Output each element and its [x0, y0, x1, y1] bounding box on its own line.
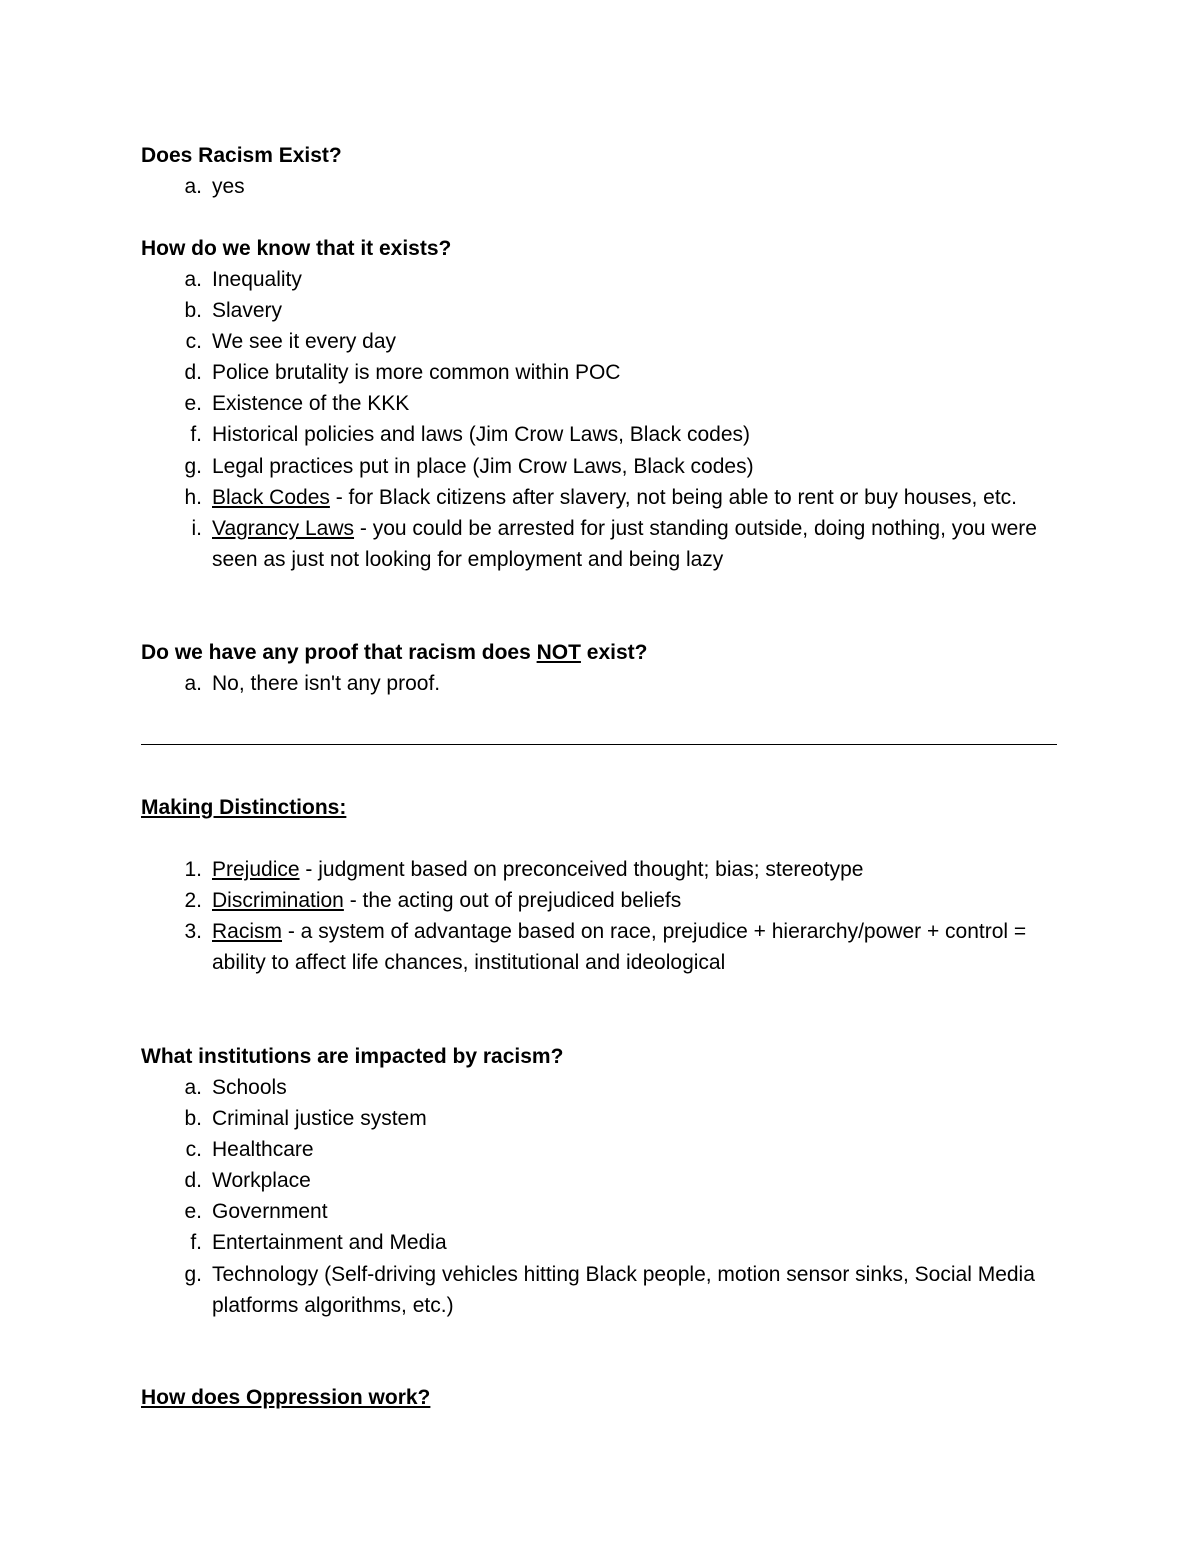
list-item-text: Legal practices put in place (Jim Crow Laws, Black codes)	[212, 454, 754, 478]
list-item	[141, 171, 1041, 202]
list-item	[141, 1196, 1041, 1227]
list-item-text: Healthcare	[212, 1138, 314, 1162]
list-marker: c.	[185, 330, 202, 354]
list-item-text: - the acting out of prejudiced beliefs	[343, 889, 682, 913]
list-marker: a.	[184, 672, 202, 695]
list-item-text: Workplace	[212, 1169, 311, 1193]
list-item-text: We see it every day	[212, 330, 397, 354]
list-item	[141, 885, 1041, 916]
list-item	[141, 326, 1041, 357]
list-marker: f.	[190, 423, 202, 447]
list-item-text: Police brutality is more common within POC	[212, 361, 621, 385]
list-item	[141, 388, 1041, 419]
list-item-text: Schools	[212, 1076, 287, 1099]
list-racism-exists	[141, 171, 1041, 202]
term-discrimination: Discrimination	[212, 889, 344, 913]
list-item	[141, 1165, 1041, 1196]
list-proof	[141, 668, 1041, 699]
term-vagrancy-laws: Vagrancy Laws	[212, 516, 355, 540]
list-marker: g.	[184, 1262, 202, 1286]
list-item	[141, 513, 1041, 575]
heading-how-do-we-know: How do we know that it exists?	[141, 237, 452, 260]
list-distinctions	[141, 854, 1041, 978]
list-marker: c.	[185, 1138, 202, 1162]
list-marker: a.	[184, 1076, 202, 1099]
list-item	[141, 357, 1041, 388]
list-marker: h.	[184, 485, 202, 509]
list-marker: d.	[184, 361, 202, 385]
list-marker: e.	[184, 392, 202, 416]
list-item-text: - you could be arrested for just standing outside, doing nothing, you were seen as just not looking for employment and being lazy	[212, 516, 1037, 571]
list-item-text: Entertainment and Media	[212, 1231, 447, 1255]
list-marker: 2.	[184, 889, 202, 913]
list-marker: b.	[184, 299, 202, 323]
list-item	[141, 451, 1041, 482]
list-item-text: Slavery	[212, 299, 283, 323]
list-marker: f.	[190, 1231, 202, 1255]
list-marker: e.	[184, 1200, 202, 1224]
list-marker: a.	[184, 268, 202, 291]
heading-text: exist?	[580, 641, 648, 664]
list-item-text: Inequality	[212, 268, 302, 291]
list-item-text: Existence of the KKK	[212, 392, 410, 416]
list-item	[141, 264, 1041, 295]
term-racism: Racism	[212, 920, 283, 944]
list-item-text: - a system of advantage based on race, prejudice + hierarchy/power + control = ability to affect life chances, institutional and ideological	[212, 920, 1027, 975]
heading-emphasis: NOT	[536, 641, 581, 664]
heading-proof-not-exist	[141, 637, 647, 668]
list-item-text: No, there isn't any proof.	[212, 672, 441, 695]
heading-institutions: What institutions are impacted by racism?	[141, 1045, 564, 1068]
list-item	[141, 854, 1041, 885]
heading-text: Do we have any proof that racism does	[141, 641, 537, 664]
list-item	[141, 1227, 1041, 1258]
list-item-text: Technology (Self-driving vehicles hitting Black people, motion sensor sinks, Social Media platforms algorithms, etc.)	[212, 1262, 1035, 1317]
list-item-text: - judgment based on preconceived thought; bias; stereotype	[299, 858, 864, 881]
list-item	[141, 1134, 1041, 1165]
list-evidence	[141, 264, 1041, 575]
list-marker: g.	[184, 454, 202, 478]
list-item	[141, 1103, 1041, 1134]
list-item-text: - for Black citizens after slavery, not being able to rent or buy houses, etc.	[329, 485, 1018, 509]
list-item	[141, 1072, 1041, 1103]
term-black-codes: Black Codes	[212, 485, 330, 509]
list-marker: 1.	[184, 858, 202, 881]
list-marker: 3.	[184, 920, 202, 944]
list-marker: b.	[184, 1107, 202, 1131]
heading-does-racism-exist: Does Racism Exist?	[141, 144, 342, 167]
heading-making-distinctions: Making Distinctions:	[141, 796, 347, 819]
list-item-text: Criminal justice system	[212, 1107, 427, 1131]
list-item	[141, 916, 1041, 978]
list-marker: a.	[184, 175, 202, 198]
list-item	[141, 668, 1041, 699]
horizontal-rule	[141, 744, 1057, 745]
list-item	[141, 1259, 1041, 1321]
list-item-text: Historical policies and laws (Jim Crow Laws, Black codes)	[212, 423, 751, 447]
list-item	[141, 295, 1041, 326]
list-institutions	[141, 1072, 1041, 1321]
list-marker: i.	[191, 516, 202, 540]
list-marker: d.	[184, 1169, 202, 1193]
heading-oppression: How does Oppression work?	[141, 1386, 431, 1409]
list-item	[141, 482, 1041, 513]
list-item	[141, 419, 1041, 450]
list-item-text: Government	[212, 1200, 328, 1224]
term-prejudice: Prejudice	[212, 858, 300, 881]
list-item-text: yes	[212, 175, 245, 198]
